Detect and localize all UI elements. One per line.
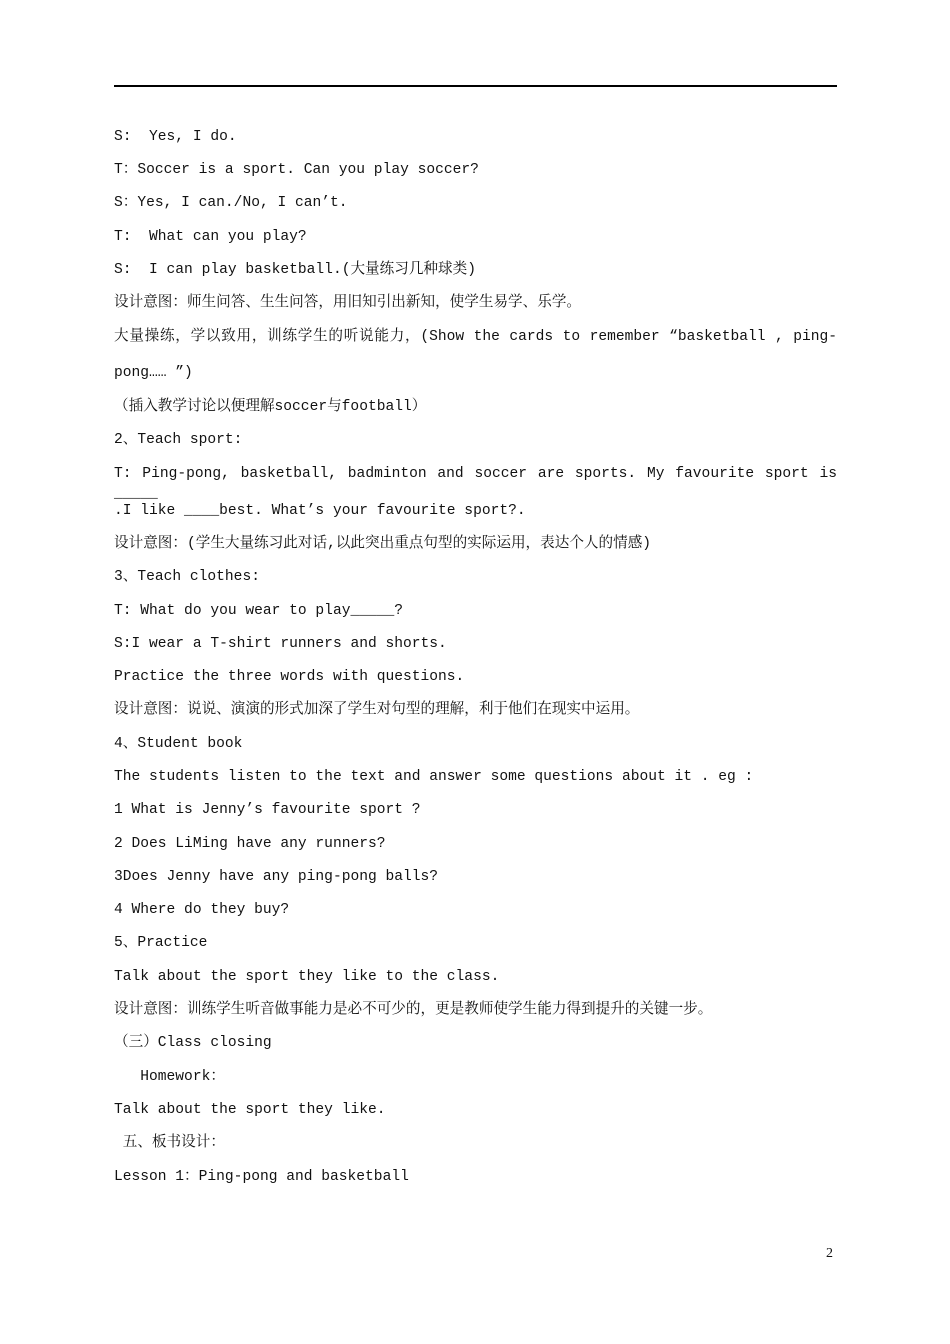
dialogue-line: T: What do you wear to play_____? (114, 603, 404, 619)
dialogue-line: T: What can you play? (114, 229, 307, 245)
page-number: 2 (826, 1246, 833, 1261)
paragraph-line: Talk about the sport they like. (114, 1102, 386, 1118)
board-design-line: Lesson 1：Ping-pong and basketball (114, 1169, 409, 1185)
section-heading: 5、Practice (114, 935, 208, 951)
note-line: （插入教学讨论以便理解soccer与football） (114, 399, 427, 415)
section-heading: 五、板书设计： (114, 1135, 225, 1151)
question-line: 1 What is Jenny’s favourite sport ? (114, 802, 421, 818)
dialogue-line: S: I can play basketball.(大量练习几种球类) (114, 262, 476, 278)
question-line: 3Does Jenny have any ping-pong balls? (114, 869, 439, 885)
dialogue-line: S：Yes, I can./No, I can’t. (114, 195, 348, 211)
paragraph-line: pong…… ”) (114, 365, 193, 381)
paragraph-line: Practice the three words with questions. (114, 669, 465, 685)
homework-label: Homework： (114, 1069, 225, 1085)
design-intent-line: 设计意图：(学生大量练习此对话,以此突出重点句型的实际运用，表达个人的情感) (114, 536, 652, 552)
section-heading: （三）Class closing (114, 1035, 272, 1051)
dialogue-line: T：Soccer is a sport. Can you play soccer? (114, 162, 479, 178)
paragraph-line: 大量操练，学以致用，训练学生的听说能力，(Show the cards to remember “basketball , ping- (114, 329, 837, 345)
dialogue-line: S: Yes, I do. (114, 129, 237, 145)
paragraph-line: .I like ____best. What’s your favourite sport?. (114, 503, 526, 519)
question-line: 4 Where do they buy? (114, 902, 290, 918)
paragraph-line: Talk about the sport they like to the class. (114, 969, 500, 985)
question-line: 2 Does LiMing have any runners? (114, 836, 386, 852)
design-intent-line: 设计意图：师生问答、生生问答，用旧知引出新知，使学生易学、乐学。 (114, 295, 582, 311)
section-heading: 4、Student book (114, 736, 243, 752)
paragraph-line: T: Ping-pong, basketball, badminton and soccer are sports. My favourite sport is _____ (114, 466, 837, 502)
design-intent-line: 设计意图：训练学生听音做事能力是必不可少的，更是教师使学生能力得到提升的关键一步。 (114, 1002, 713, 1018)
section-heading: 2、Teach sport: (114, 432, 243, 448)
dialogue-line: S:I wear a T-shirt runners and shorts. (114, 636, 447, 652)
paragraph-line: The students listen to the text and answer some questions about it . eg : (114, 769, 754, 785)
design-intent-line: 设计意图：说说、演演的形式加深了学生对句型的理解，利于他们在现实中运用。 (114, 702, 640, 718)
header-rule (114, 85, 837, 87)
section-heading: 3、Teach clothes: (114, 569, 260, 585)
